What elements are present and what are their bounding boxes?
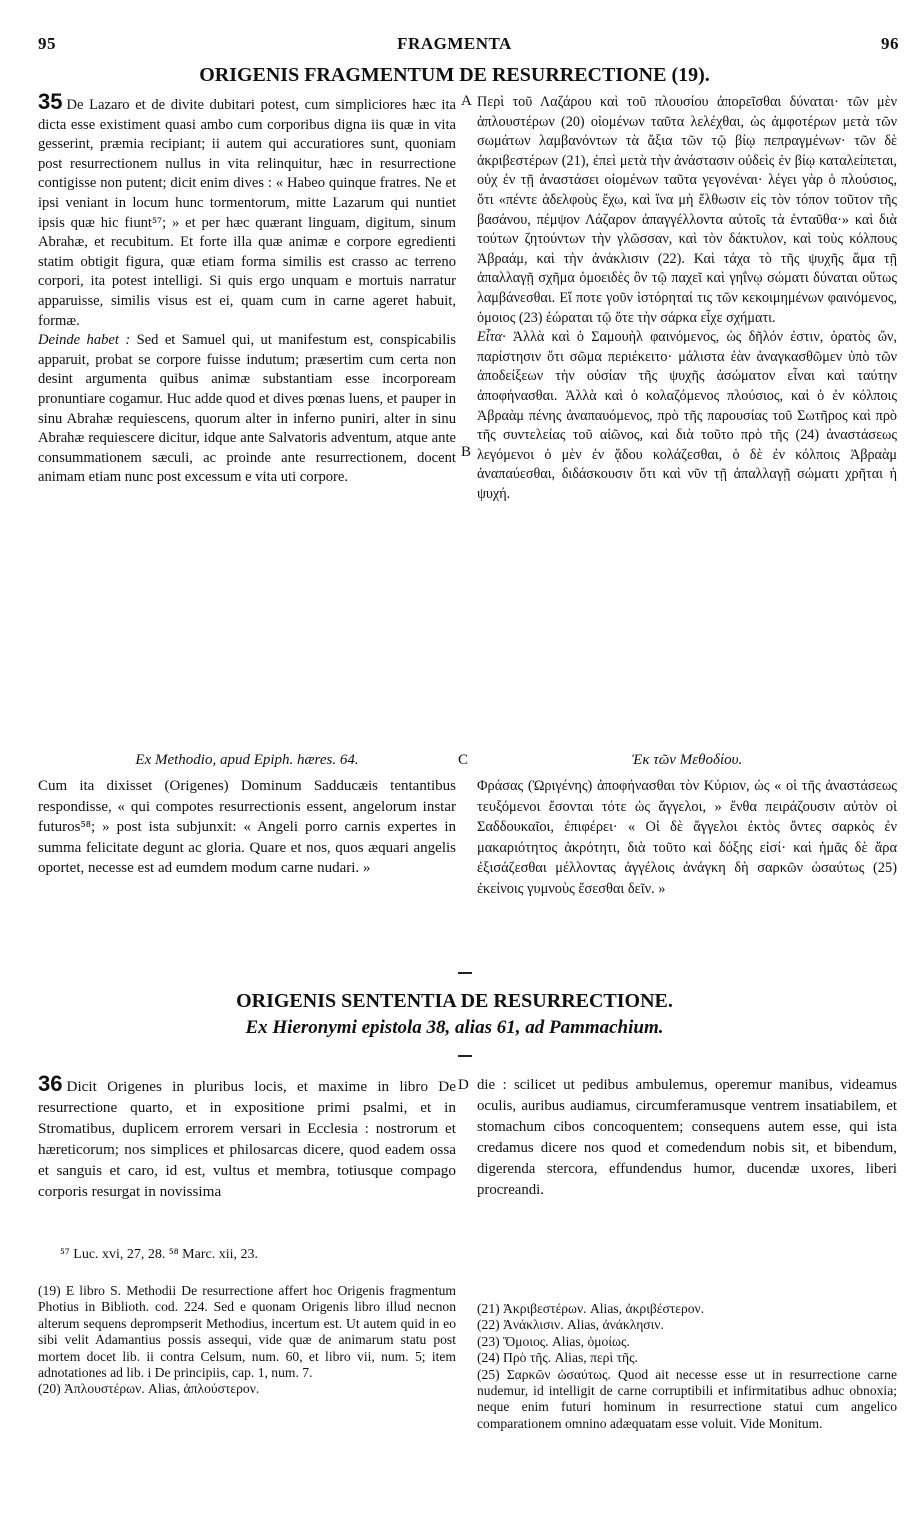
- latin-text-35: De Lazaro et de divite dubitari potest, cum simpliciores hæc ita dicta esse existiment quasi ambo cum corporibus digna iis quæ in vita gesserint, præmia recipiant; ii autem qui accuratiores sunt, quoniam post resurrectionem nullus in vita relinquitur, hæc in resurrectione contigisse non putent; dicit enim dives : « Habeo quinque fratres. Ne et ipsi veniant in locum hunc tormentorum, mitte Lazarum qui nuntiet ipsis quæ hic fiunt⁵⁷; » et per hæc quærant linguam, digitum, sinum Abrahæ, et recubitum. Et forte illa quæ animæ e corpore egredienti statim obtigit figura, quæ etiam forma similis est crasso ac terreno corpori, ita potest intelligi. Si quis ergo unquam e mortuis narratur apparuisse, similis visus est ei, quam cum in carne ageret habuit, formæ.: [38, 97, 456, 329]
- footnotes-left: [38, 1283, 456, 1398]
- left-paragraph-36: [38, 1073, 456, 1202]
- section-number-36: 36: [38, 1071, 63, 1096]
- greek-column-methodius: [477, 776, 897, 900]
- subtitle-divider: [458, 1055, 472, 1057]
- greek-paragraph-35b: [477, 328, 897, 504]
- right-text-36: die : scilicet ut pedibus ambulemus, operemur manibus, videamus oculis, auribus audiamus, circumferamusque ventrem insatiabilem, et stomachum cibos concoquentem; consequens autem esse, qui ista credamus dicere nos quod et comedendum nobis sit, et bibendum, digerenda stercora, effundendus humor, ducendæ uxores, liberi procreandi.: [477, 1077, 897, 1198]
- latin-source-methodius: Ex Methodio, apud Epiph. hæres. 64.: [135, 752, 359, 768]
- section-divider: [458, 972, 472, 974]
- section-title-fragmentum: ORIGENIS FRAGMENTUM DE RESURRECTIONE (19).: [199, 64, 710, 86]
- latin-paragraph-35: [38, 89, 456, 331]
- right-column-36: [477, 1075, 897, 1201]
- greek-source-methodius: Ἐκ τῶν Μεθοδίου.: [631, 752, 743, 768]
- page-number-left: 95: [38, 34, 56, 53]
- greek-text-methodius: Φράσας (Ὠριγένης) ἀποφήνασθαι τὸν Κύριον, ὡς « οἱ τῆς ἀναστάσεως τευξόμενοι ἔσονται τότε ὡς ἄγγελοι, » ἔνθα πειράζουσιν αὐτὸν οἱ Σαδδουκαῖοι, ἐπιφέρει· « Οἱ δὲ ἄγγελοι ἐκτὸς ὄντες σαρκὸς ἐν μακαριότητος ἀκρότητι, διὰ τοῦτο καὶ δόξης εἰσί· καὶ ἡμᾶς δὲ ἄρα ἐξισάζεσθαι μέλλοντας ἀγγέλοις ἀνάγκη δὴ σαρκῶν ὡσαύτως (25) ἐκείνοις γυμνοὺς ἔσεσθαι δεῖν. »: [477, 778, 897, 897]
- left-text-36: Dicit Origenes in pluribus locis, et maxime in libro De resurrectione quarto, et in expositione primi psalmi, et in Stromatibus, duplicem errorem versari in Ecclesia : nostrorum et hæreticorum; nos simplices et philosarcas dicere, quod eadem ossa et sanguis et caro, id est, vultus et membra, totiusque compago corporis resurgat in novissima: [38, 1078, 456, 1200]
- footnote-20: (20) Ἀπλουστέρων. Alias, ἁπλούστερον.: [38, 1381, 260, 1397]
- latin-paragraph-35b: [38, 331, 456, 488]
- margin-letter-a: A: [461, 93, 472, 109]
- latin-column-35: [38, 89, 456, 488]
- margin-letter-c: C: [458, 752, 469, 768]
- greek-text-35b: Ἀλλὰ καὶ ὁ Σαμουὴλ φαινόμενος, ὡς δῆλόν ἐστιν, ὁρατὸς ὤν, παρίστησιν ὅτι σῶμα περιέκειτο· μάλιστα ἐὰν ἀναγκασθῶμεν ὑπὸ τῶν ἀποδείξεων τὴν οὐσίαν τῆς ψυχῆς ἀσώματον εἶναι καὶ ταύτην ἀποφήνασθαι. Ἀλλὰ καὶ ὁ κολαζόμενος πλούσιος, καὶ ὁ ἐν κόλποις Ἀβραὰμ πένης ἀναπαυόμενος, πρὸ τῆς παρουσίας τοῦ Σωτῆρος καὶ πρὸ τῆς συντελείας τοῦ αἰῶνος, καὶ διὰ τοῦτο πρὸ τῆς (24) ἀναστάσεως λεγόμενοι ὁ μὲν ἐν ᾅδου κολάζεσθαι, ὁ δὲ ἐν κόλποις Ἀβραὰμ ἀναπαύεσθαι, διδάσκουσιν ὅτι καὶ νῦν τῇ ἀπαλλαγῇ σώματι χρῆται ἡ ψυχή.: [477, 329, 898, 502]
- section-number-35: 35: [38, 89, 63, 114]
- running-title: FRAGMENTA: [397, 34, 512, 53]
- footnote-25: (25) Σαρκῶν ὡσαύτως. Quod ait necesse esse ut in resurrectione carne nudemur, id intelligit de carne corruptibili et infirmitatibus adhuc obnoxia; neque enim futuri hominum in resurrectione statui cum angelico comparationem omnino adæquatam esse voluit. Vide Monitum.: [477, 1366, 897, 1431]
- greek-lead-eita: Εἶτα·: [477, 329, 506, 346]
- latin-text-35b: Sed et Samuel qui, ut manifestum est, conspicabilis apparuit, probat se corpore fuisse indutum; præsertim cum certa non desint argumenta quibus animæ substantiam esse incorpoream pronuntiare cogamur. Huc adde quod et dives pœnas luens, et pauper in sinu Abrahæ requiescens, quorum alter in inferno puniri, alter in sinu Abrahæ requiescere dicitur, idque ante Salvatoris adventum, atque ante consummationem sæculi, ac proinde ante resurrectionem, docent animam etiam nunc post excessum e vita uti corpore.: [38, 332, 456, 486]
- footnote-22: (22) Ἀνάκλισιν. Alias, ἀνάκλησιν.: [477, 1317, 664, 1333]
- latin-text-methodius: Cum ita dixisset (Origenes) Dominum Sadducæis tentantibus respondisse, « qui compotes resurrectionis essent, angelorum instar futuros⁵⁸; » post ista subjunxit: « Angeli porro carnis expertes in summa felicitate degunt ac gloria. Quare et nos, quos æquari angelis oportet, necesse est ad eumdem modum carne nudari. »: [38, 778, 456, 877]
- margin-letter-d: D: [458, 1077, 469, 1093]
- greek-column-35: [477, 93, 897, 504]
- greek-paragraph-35: Περὶ τοῦ Λαζάρου καὶ τοῦ πλουσίου ἀπορεῖσθαι δύναται· τῶν μὲν ἁπλουστέρων (20) οἰομένων ταῦτα λελέχθαι, ὡς ἀμφοτέρων μετὰ τῶν σωμάτων λαμβανόντων τὰ ἄξια τῶν τῷ βίῳ πεπραγμένων· τῶν δὲ ἀκριβεστέρων (21), ἐπεὶ μετὰ τὴν ἀνάστασιν οὐδεὶς ἐν βίῳ καταλείπεται, οὐχ ἐν τῇ ἀναστάσει οἰομένων ταῦτα γεγονέναι· λέγει γὰρ ὁ πλούσιος, ὅτι «πέντε ἀδελφοὺς ἔχω, καὶ ἵνα μὴ ἔλθωσιν εἰς τὸν τόπον τοῦτον τῆς βασάνου, πέμψον Λάζαρον ἀπαγγέλλοντα αὐτοῖς τὰ ἐνταῦθα·» καὶ διὰ τούτων ζητούντων τὴν γλῶσσαν, καὶ τὸν δάκτυλον, καὶ τοὺς κόλπους Ἀβραάμ, καὶ τὴν ἀνάκλισιν (22). Καὶ τάχα τὸ τῆς ψυχῆς ἅμα τῇ ἀπαλλαγῇ σχῆμα ὁμοειδὲς ὂν τῷ παχεῖ καὶ γηΐνῳ σώματι δύναται οὕτως λαμβάνεσθαι. Εἴ ποτε γοῦν ἱστόρηταί τις τῶν κεκοιμημένων φαινόμενος, ὁμοιος (23) ἑώραται τῷ ὅτε τὴν σάρκα εἶχε σχήματι.: [477, 94, 897, 326]
- footnote-24: (24) Πρὸ τῆς. Alias, περὶ τῆς.: [477, 1350, 638, 1366]
- footnotes-right: [477, 1301, 897, 1432]
- footnote-19: (19) E libro S. Methodii De resurrectione affert hoc Origenis fragmentum Photius in Biblioth. cod. 224. Sed e quonam Origenis libro illud necnon alterum sequens deprompserit Methodius, incertum est. Ut autem quid in eo sibi velit Adamantius possis assequi, vide quæ de animarum statu post mortem docet lib. ii contra Celsum, num. 60, et libro vii, num. 5; item adnotationes ad lib. i De principiis, cap. 1, num. 7.: [38, 1283, 456, 1381]
- latin-column-methodius: [38, 776, 456, 879]
- footnote-23: (23) Ὅμοιος. Alias, ὁμοίως.: [477, 1333, 630, 1349]
- left-column-36: [38, 1073, 456, 1202]
- margin-letter-b: B: [461, 444, 472, 460]
- latin-lead-deinde: Deinde habet :: [38, 332, 131, 349]
- section-title-sententia: ORIGENIS SENTENTIA DE RESURRECTIONE.: [236, 990, 673, 1012]
- running-header: [0, 34, 909, 58]
- section-subtitle-hieronymus: Ex Hieronymi epistola 38, alias 61, ad Pammachium.: [245, 1017, 664, 1038]
- footnote-21: (21) Ἀκριβεστέρων. Alias, ἀκριβέστερον.: [477, 1301, 705, 1316]
- page-number-right: 96: [881, 34, 899, 53]
- scripture-references: ⁵⁷ Luc. xvi, 27, 28. ⁵⁸ Marc. xii, 23.: [60, 1247, 258, 1262]
